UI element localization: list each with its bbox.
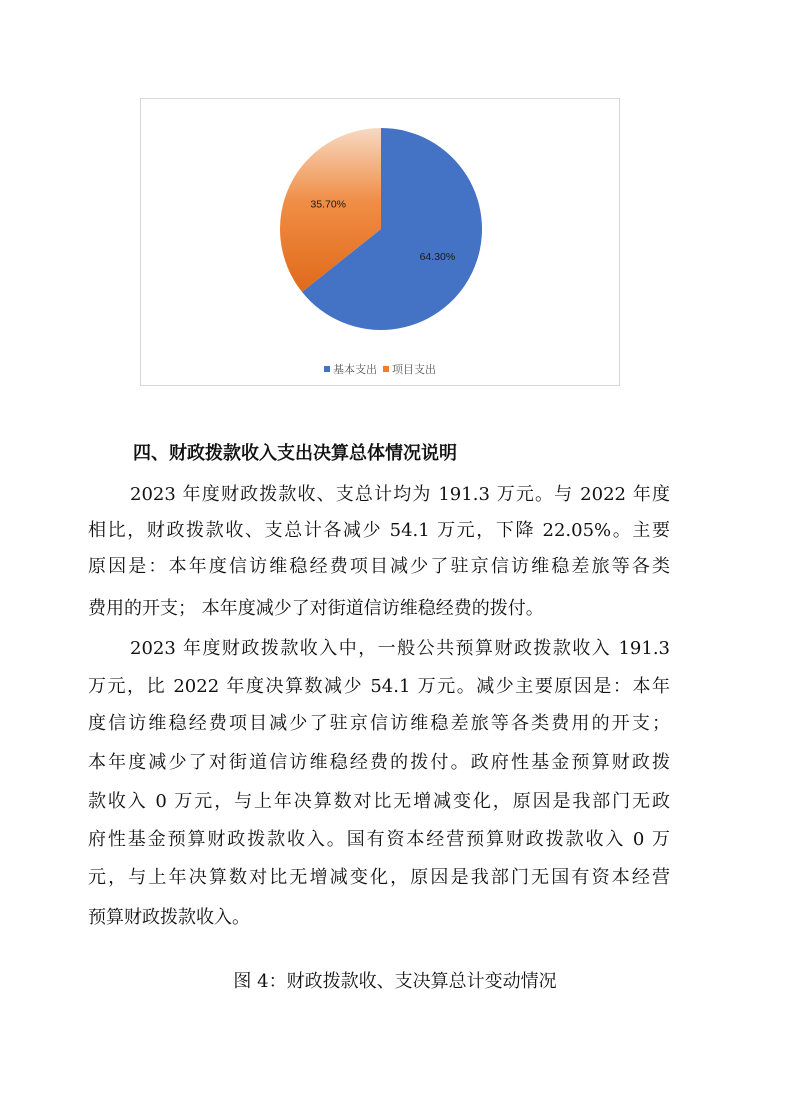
text-line: 本年度减少了对街道信访维稳经费的拨付。政府性基金预算财政拨 bbox=[88, 752, 670, 773]
text-line: 万元，比 2022 年度决算数减少 54.1 万元。减少主要原因是：本年 bbox=[88, 676, 670, 697]
text-line: 相比，财政拨款收、支总计各减少 54.1 万元，下降 22.05%。主要 bbox=[88, 520, 670, 541]
pie-label-project-expenditure: 35.70% bbox=[310, 198, 347, 211]
section-heading: 四、财政拨款收入支出决算总体情况说明 bbox=[133, 443, 457, 464]
legend-item-project-expenditure bbox=[383, 361, 436, 377]
legend-label: 基本支出 bbox=[333, 363, 377, 376]
legend-label: 项目支出 bbox=[392, 363, 436, 376]
legend-item-basic-expenditure bbox=[324, 361, 377, 377]
figure-caption: 图 4：财政拨款收、支决算总计变动情况 bbox=[233, 971, 557, 992]
text-line: 度信访维稳经费项目减少了驻京信访维稳差旅等各类费用的开支； bbox=[88, 713, 670, 734]
chart-legend bbox=[141, 361, 619, 377]
text-line: 元，与上年决算数对比无增减变化，原因是我部门无国有资本经营 bbox=[88, 867, 670, 888]
text-line: 2023 年度财政拨款收、支总计均为 191.3 万元。与 2022 年度 bbox=[130, 484, 670, 505]
text-line: 原因是：本年度信访维稳经费项目减少了驻京信访维稳差旅等各类 bbox=[88, 556, 670, 577]
pie-label-basic-expenditure: 64.30% bbox=[419, 251, 456, 264]
text-line: 2023 年度财政拨款收入中，一般公共预算财政拨款收入 191.3 bbox=[130, 638, 670, 659]
legend-swatch-blue bbox=[324, 366, 330, 372]
text-line: 款收入 0 万元，与上年决算数对比无增减变化，原因是我部门无政 bbox=[88, 791, 670, 812]
pie-chart-svg bbox=[141, 99, 621, 387]
text-line: 费用的开支； 本年度减少了对街道信访维稳经费的拨付。 bbox=[88, 598, 544, 619]
pie-chart bbox=[140, 98, 620, 386]
text-line: 预算财政拨款收入。 bbox=[88, 907, 250, 928]
text-line: 府性基金预算财政拨款收入。国有资本经营预算财政拨款收入 0 万 bbox=[88, 829, 670, 850]
legend-swatch-orange bbox=[383, 366, 389, 372]
